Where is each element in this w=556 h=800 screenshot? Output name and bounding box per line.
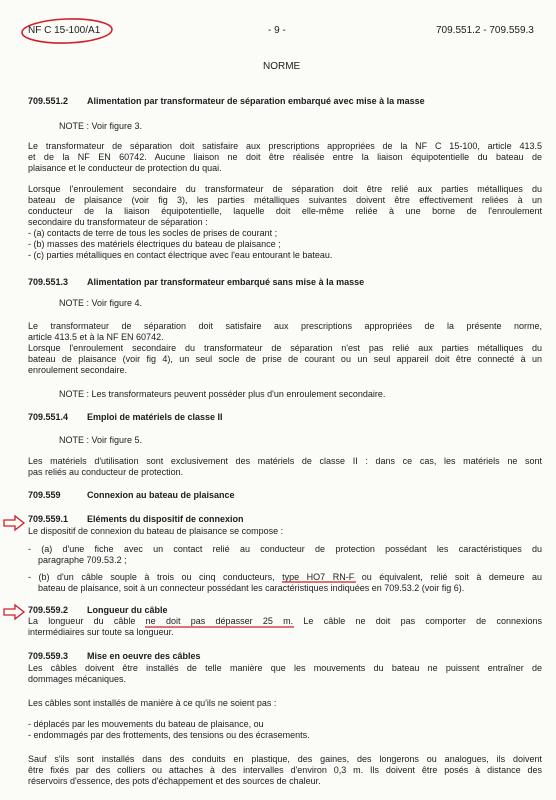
list-item: - (a) d'une fiche avec un contact relié au conducteur de protection possédant les caractéristiques du paragraphe 709.53.2 ; <box>28 544 542 565</box>
note: NOTE : Voir figure 4. <box>59 298 143 308</box>
list-item: - endommagés par des frottements, des tensions ou des écrasements. <box>28 730 310 740</box>
paragraph: Le transformateur de séparation doit satisfaire aux prescriptions appropriées de la présente norme, article 413.5 et à la NF EN 60742. Lorsque l'enroulement secondaire du transformateur de séparation n'est pas relié aux parties métalliques du bateau de plaisance (voir fig 4), un seul socle de prise de courant ou un seul appareil doit être connecté à un enroulement secondaire. <box>28 321 542 375</box>
paragraph: Sauf s'ils sont installés dans des conduits en plastique, des gaines, des longerons ou analogues, ils doivent être fixés par des colliers ou attaches à des intervalles d'environ 0,3 m. Ils doivent être posés à distance des réservoirs d'essence, des pots d'échappement et des sources de chaleur. <box>28 754 542 786</box>
document-title: NORME <box>263 61 301 72</box>
paragraph: Les câbles sont installés de manière à ce qu'ils ne soient pas : <box>28 698 277 708</box>
arrow-icon <box>4 605 24 619</box>
paragraph: Lorsque l'enroulement secondaire du transformateur de séparation doit être relié aux parties métalliques du bateau de plaisance (voir fig 3), les parties métalliques suivantes doivent être effectivement reliées à un conducteur de la liaison équipotentielle, laquelle doit elle-même reliée à une borne de l'enroulement secondaire du transformateur de séparation : <box>28 184 542 227</box>
paragraph: La longueur du câble ne doit pas dépasser 25 m. Le câble ne doit pas comporter de connexions intermédiaires sur toute sa longueur. <box>28 616 542 637</box>
list-item: - déplacés par les mouvements du bateau de plaisance, ou <box>28 719 264 729</box>
page-number: - 9 - <box>268 25 286 36</box>
section-heading: 709.559 Connexion au bateau de plaisance <box>28 490 235 500</box>
note: NOTE : Voir figure 3. <box>59 121 143 131</box>
standard-reference: NF C 15-100/A1 <box>28 25 101 36</box>
paragraph: Le dispositif de connexion du bateau de plaisance se compose : <box>28 526 284 536</box>
section-heading: 709.551.3 Alimentation par transformateur embarqué sans mise à la masse <box>28 277 365 287</box>
list-item: - (b) d'un câble souple à trois ou cinq conducteurs, type HO7 RN-F ou équivalent, relié soit à demeure au bateau de plaisance, soit à un connecteur possédant les caractéristiques indiquées en 709.53.2 (voir fig 6). <box>28 572 542 593</box>
list-item: - (b) masses des matériels électriques du bateau de plaisance ; <box>28 239 281 249</box>
list-item: - (a) contacts de terre de tous les socles de prises de courant ; <box>28 228 278 238</box>
arrow-icon <box>4 516 24 530</box>
note: NOTE : Voir figure 5. <box>59 435 143 445</box>
section-heading: 709.551.2 Alimentation par transformateur de séparation embarqué avec mise à la masse <box>28 96 425 106</box>
reference-circle-mark <box>22 17 113 44</box>
paragraph: Le transformateur de séparation doit satisfaire aux prescriptions appropriées de la NF C 15-100, article 413.5 et de la NF EN 60742. Aucune liaison ne doit être réalisée entre la liaison équipotentielle du bateau de plaisance et le conducteur de protection du quai. <box>28 141 542 173</box>
clause-range: 709.551.2 - 709.559.3 <box>436 25 534 36</box>
section-heading: 709.559.2 Longueur du câble <box>28 605 168 615</box>
section-heading: 709.551.4 Emploi de matériels de classe II <box>28 412 223 422</box>
note: NOTE : Les transformateurs peuvent posséder plus d'un enroulement secondaire. <box>59 389 386 399</box>
section-heading: 709.559.1 Eléments du dispositif de connexion <box>28 514 244 524</box>
paragraph: Les câbles doivent être installés de telle manière que les mouvements du bateau ne puissent entraîner de dommages mécaniques. <box>28 663 542 684</box>
section-heading: 709.559.3 Mise en oeuvre des câbles <box>28 651 201 661</box>
list-item: - (c) parties métalliques en contact électrique avec l'eau entourant le bateau. <box>28 250 333 260</box>
paragraph: Les matériels d'utilisation sont exclusivement des matériels de classe II : dans ce cas, les matériels ne sont pas reliés au conducteur de protection. <box>28 456 542 477</box>
